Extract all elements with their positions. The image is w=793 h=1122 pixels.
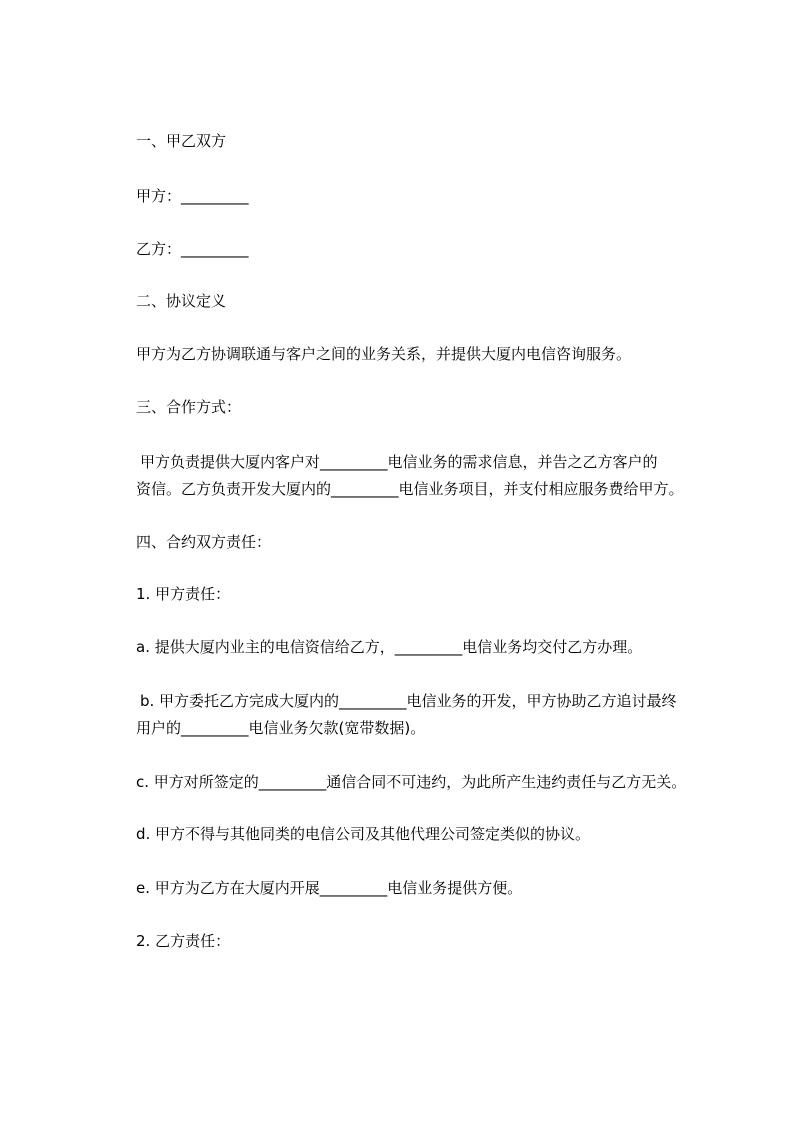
clause-c: c. 甲方对所签定的_________通信合同不可违约，为此所产生违约责任与乙方无关。 xyxy=(136,773,687,791)
cooperation-line-2: 资信。乙方负责开发大厦内的_________电信业务项目，并支付相应服务费给甲方。 xyxy=(136,480,684,498)
party-b-line: 乙方：_________ xyxy=(136,240,249,258)
party-b-responsibility-heading: 2. 乙方责任： xyxy=(136,932,231,950)
section-heading-responsibilities: 四、合约双方责任： xyxy=(136,533,272,551)
definition-paragraph: 甲方为乙方协调联通与客户之间的业务关系，并提供大厦内电信咨询服务。 xyxy=(136,345,632,363)
party-a-line: 甲方：_________ xyxy=(136,187,249,205)
clause-b-line-1: b. 甲方委托乙方完成大厦内的_________电信业务的开发，甲方协助乙方追讨最终 xyxy=(140,692,677,710)
clause-a: a. 提供大厦内业主的电信资信给乙方，_________电信业务均交付乙方办理。 xyxy=(136,638,643,656)
party-a-responsibility-heading: 1. 甲方责任： xyxy=(136,585,231,603)
section-heading-definition: 二、协议定义 xyxy=(136,292,227,310)
clause-e: e. 甲方为乙方在大厦内开展_________电信业务提供方便。 xyxy=(136,879,523,897)
cooperation-line-1: 甲方负责提供大厦内客户对_________电信业务的需求信息，并告之乙方客户的 xyxy=(140,453,658,471)
clause-b-line-2: 用户的_________电信业务欠款(宽带数据)。 xyxy=(136,719,426,737)
section-heading-cooperation: 三、合作方式： xyxy=(136,398,242,416)
section-heading-parties: 一、甲乙双方 xyxy=(136,132,227,150)
clause-d: d. 甲方不得与其他同类的电信公司及其他代理公司签定类似的协议。 xyxy=(136,825,591,843)
